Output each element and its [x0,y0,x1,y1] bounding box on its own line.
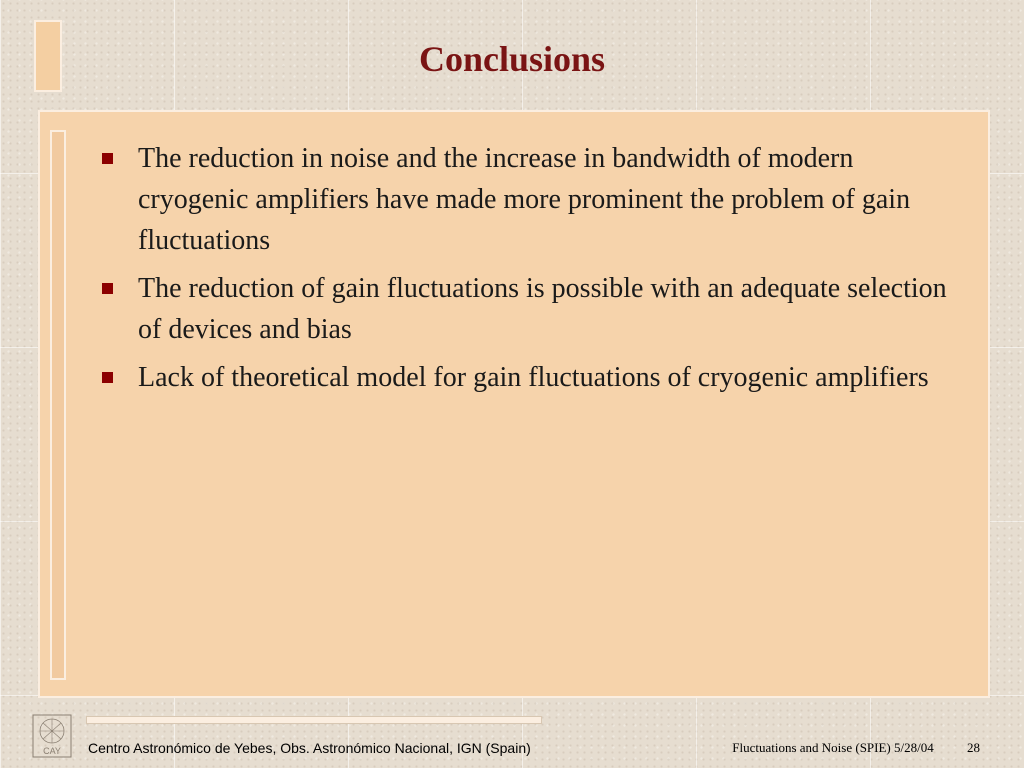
square-bullet-icon [102,153,113,164]
footer-date: 5/28/04 [894,740,934,755]
logo-text: CAY [43,746,61,756]
footer-institution: Centro Astronómico de Yebes, Obs. Astronómico Nacional, IGN (Spain) [88,740,531,756]
bullet-item [102,268,952,350]
bullet-list [102,138,952,405]
bullet-text: The reduction of gain fluctuations is possible with an adequate selection of devices and bias [138,273,947,345]
page-number: 28 [967,740,980,755]
slide-title: Conclusions [418,39,606,79]
bullet-item [102,357,952,398]
square-bullet-icon [102,283,113,294]
footer-meta [732,740,980,756]
content-panel-accent [50,130,66,680]
footer-talk-title: Fluctuations and Noise (SPIE) [732,740,891,755]
bullet-item [102,138,952,261]
bullet-text: Lack of theoretical model for gain fluctuations of cryogenic amplifiers [138,362,929,393]
bullet-text: The reduction in noise and the increase in bandwidth of modern cryogenic amplifiers have made more prominent the problem of gain fluctuations [138,143,911,256]
content-panel [38,110,990,698]
footer-divider-bar [86,716,542,724]
square-bullet-icon [102,372,113,383]
cay-logo-icon [32,714,72,758]
